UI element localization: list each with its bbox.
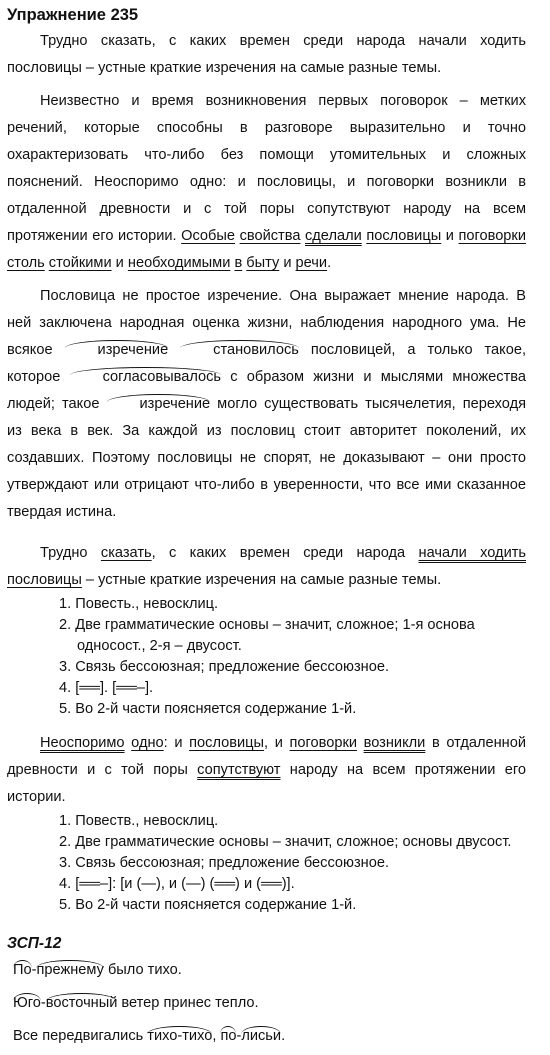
spacer bbox=[7, 526, 526, 540]
example-sentence-2: Юго-восточный ветер принес тепло. bbox=[13, 995, 259, 1011]
morpheme-marked-word: прежнему bbox=[36, 962, 104, 978]
underlined-word: свойства bbox=[239, 228, 301, 244]
underlined-word: пословицы bbox=[366, 228, 442, 244]
morpheme-marked-word: согласовывалось bbox=[70, 367, 221, 386]
paragraph-1: Трудно сказать, с каких времен среди народа начали ходить пословицы – устные краткие изречения на самые разные темы. bbox=[7, 33, 526, 76]
root-mark: восточный bbox=[45, 995, 118, 1011]
exercise-title: Упражнение 235 bbox=[7, 6, 139, 24]
underlined-word: речи bbox=[295, 255, 328, 271]
list-item: 4. [══–]: [и (—), и (—) (══) и (══)]. bbox=[59, 876, 295, 892]
prefix-mark: по bbox=[220, 1028, 237, 1044]
predicate-word: сопутствуют bbox=[197, 762, 281, 778]
example-sentence-1: По-прежнему было тихо. bbox=[13, 962, 182, 978]
spacer bbox=[7, 916, 526, 930]
morpheme-marked-word: изречение bbox=[65, 340, 169, 359]
paragraph-2: Неизвестно и время возникновения первых поговорок – метких речений, которые способны в разговоре выразительно и точно охарактеризовать что-либо без помощи утомительных и сложных пояснений. Неоспоримо одно: и пословицы, и поговорки возникли в отдаленной древности и с той поры сопутствуют народу на всем протяжении его истории. Особые свойства сделали пословицы и поговорки столь стойкими и необходимыми в быту и речи. bbox=[7, 93, 526, 271]
list-item: 5. Во 2-й части поясняется содержание 1-й. bbox=[59, 701, 357, 717]
morpheme-marked-word: изречение bbox=[107, 394, 211, 413]
prefix-mark: По bbox=[13, 962, 32, 978]
predicate-word: возникли bbox=[363, 735, 426, 751]
morpheme-marked-word: тихо-тихо bbox=[147, 1028, 213, 1044]
underlined-word: стойкими bbox=[48, 255, 112, 271]
example-sentence-3: Все передвигались тихо-тихо, по-лисьи. bbox=[13, 1028, 286, 1044]
underlined-word: быту bbox=[246, 255, 280, 271]
underlined-word: необходимыми bbox=[127, 255, 231, 271]
morpheme-marked-word: лисьи bbox=[241, 1028, 282, 1044]
predicate-marked-word: сказать bbox=[100, 545, 152, 561]
spacer bbox=[7, 720, 526, 730]
parsed-sentence-2: Неоспоримо одно: и пословицы, и поговорки возникли в отдаленной древности и с той поры сопутствуют народу на всем протяжении его истории. bbox=[7, 735, 526, 805]
list-item: 2. Две грамматические основы – значит, сложное; 1-я основа bbox=[59, 617, 475, 633]
list-item: 5. Во 2-й части поясняется содержание 1-й. bbox=[59, 897, 357, 913]
list-item: 3. Связь бессоюзная; предложение бессоюзное. bbox=[59, 855, 390, 871]
subject-word: поговорки bbox=[289, 735, 357, 751]
list-item-continuation: односост., 2-я – двусост. bbox=[77, 638, 242, 654]
predicate-word: начали ходить bbox=[418, 545, 527, 561]
subject-word: пословицы bbox=[189, 735, 265, 751]
underlined-word: столь bbox=[7, 255, 45, 271]
list-item: 1. Повеств., невосклиц. bbox=[59, 813, 219, 829]
section-heading: ЗСП-12 bbox=[7, 935, 62, 952]
subject-word: пословицы bbox=[7, 572, 82, 588]
subject-word: одно bbox=[131, 735, 164, 751]
list-item: 4. [══]. [══–]. bbox=[59, 680, 154, 696]
analysis-list-2 bbox=[7, 811, 526, 916]
underlined-word: поговорки bbox=[458, 228, 526, 244]
list-item: 3. Связь бессоюзная; предложение бессоюзное. bbox=[59, 659, 390, 675]
morpheme-marked-word: становилось bbox=[180, 340, 299, 359]
predicate-word: Неоспоримо bbox=[40, 735, 125, 751]
parsed-sentence-1: Трудно сказать, с каких времен среди народа начали ходить пословицы – устные краткие изречения на самые разные темы. bbox=[7, 545, 527, 588]
analysis-list-1 bbox=[7, 594, 526, 720]
root-mark: Юго bbox=[13, 995, 41, 1011]
underlined-word: в bbox=[234, 255, 243, 271]
list-item: 1. Повесть., невосклиц. bbox=[59, 596, 219, 612]
underlined-word: Особые bbox=[181, 228, 236, 244]
list-item: 2. Две грамматические основы – значит, сложное; основы двусост. bbox=[59, 834, 512, 850]
paragraph-3: Пословица не простое изречение. Она выражает мнение народа. В ней заключена народная оценка жизни, наблюдения народного ума. Не всякое изречение становилось пословицей, а только такое, которое согласовывалось с образом жизни и мыслями множества людей; такое изречение могло существовать тысячелетия, переходя из века в век. За каждой из пословиц стоит авторитет поколений, их создавших. Поэтому пословицы не спорят, не доказывают – они просто утверждают или отрицают что-либо в уверенности, что все ими сказанное твердая истина. bbox=[7, 288, 527, 520]
predicate-word: сделали bbox=[305, 228, 362, 244]
